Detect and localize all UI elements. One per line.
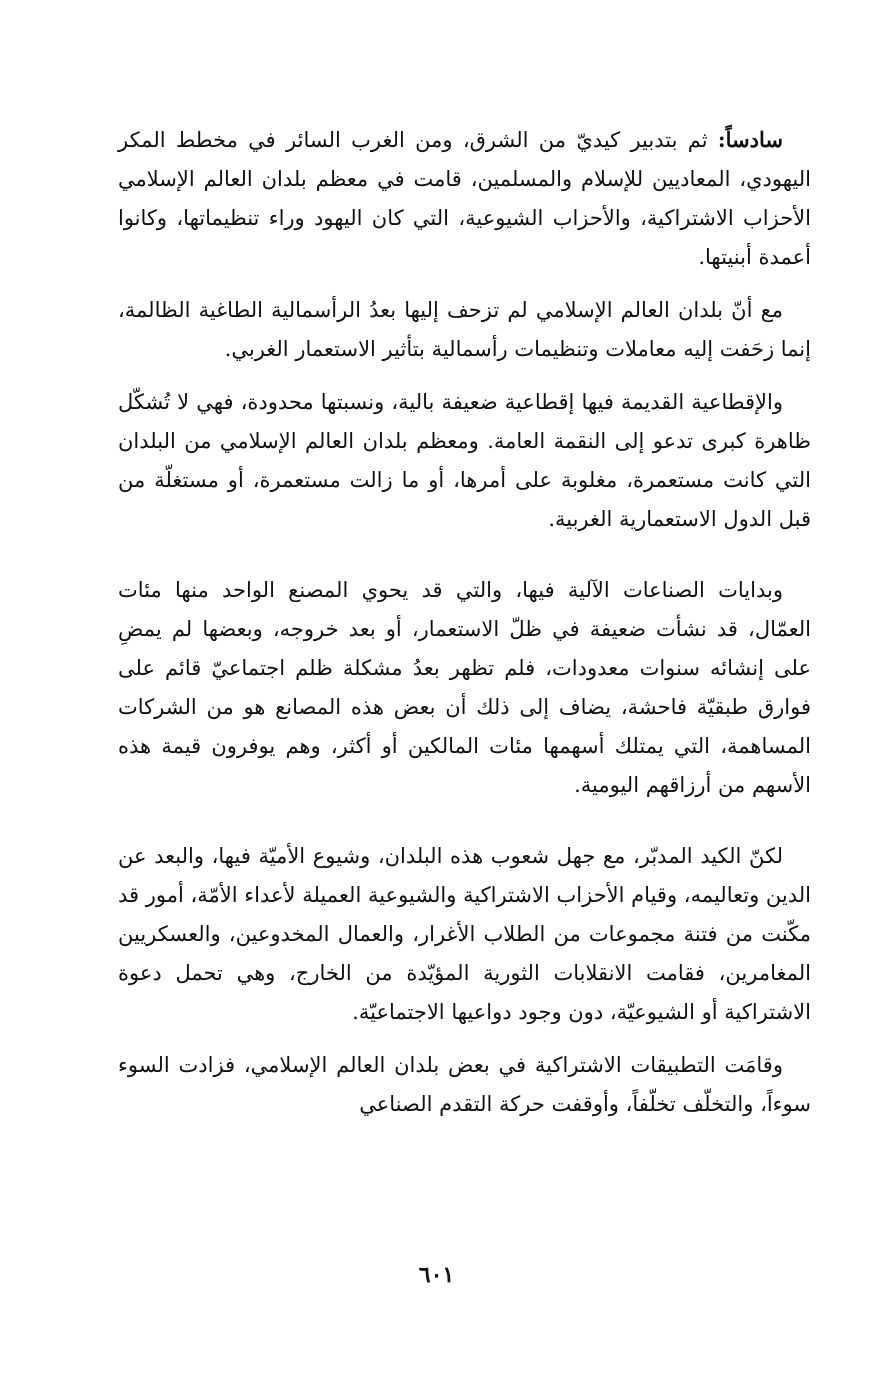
paragraph-1	[118, 120, 811, 277]
paragraph-4: وبدايات الصناعات الآلية فيها، والتي قد يحوي المصنع الواحد منها مئات العمّال، قد نشأت ضعيفة في ظلّ الاستعمار، أو بعد خروجه، وبعضها لم يمضِ على إنشائه سنوات معدودات، فلم تظهر بعدُ مشكلة ظلم اجتماعيّ قائم على فوارق طبقيّة فاحشة، يضاف إلى ذلك أن بعض هذه المصانع هو من الشركات المساهمة، التي يمتلك أسهمها مئات المالكين أو أكثر، وهم يوفرون قيمة هذه الأسهم من أرزاقهم اليومية.	[118, 578, 811, 797]
paragraph-1-text: ثم بتدبير كيديّ من الشرق، ومن الغرب السائر في مخطط المكر اليهودي، المعاديين للإسلام والمسلمين، قامت في معظم بلدان العالم الإسلامي الأحزاب الاشتراكية، والأحزاب الشيوعية، التي كان اليهود وراء تنظيماتها، وكانوا أعمدة أبنيتها.	[118, 128, 811, 269]
page-number: ٦٠١	[418, 1262, 455, 1288]
paragraph-2: مع أنّ بلدان العالم الإسلامي لم تزحف إليها بعدُ الرأسمالية الطاغية الظالمة، إنما زحَفت إليه معاملات وتنظيمات رأسمالية بتأثير الاستعمار الغربي.	[118, 298, 811, 361]
paragraph-6: وقامَت التطبيقات الاشتراكية في بعض بلدان العالم الإسلامي، فزادت السوء سوءاً، والتخلّف تخلّفاً، وأوقفت حركة التقدم الصناعي	[118, 1053, 811, 1116]
section-heading: سادساً:	[717, 127, 783, 152]
paragraph-3: والإقطاعية القديمة فيها إقطاعية ضعيفة بالية، ونسبتها محدودة، فهي لا تُشكّل ظاهرة كبرى تدعو إلى النقمة العامة. ومعظم بلدان العالم الإسلامي من البلدان التي كانت مستعمرة، مغلوبة على أمرها، أو ما زالت مستعمرة، أو مستغلّة من قبل الدول الاستعمارية الغربية.	[118, 390, 811, 531]
paragraph-5: لكنّ الكيد المدبّر، مع جهل شعوب هذه البلدان، وشيوع الأميّة فيها، والبعد عن الدين وتعاليمه، وقيام الأحزاب الاشتراكية والشيوعية العميلة لأعداء الأمّة، أمور قد مكّنت من فتنة مجموعات من الطلاب الأغرار، والعمال المخدوعين، والعسكريين المغامرين، فقامت الانقلابات الثورية المؤيّدة من الخارج، وهي تحمل دعوة الاشتراكية أو الشيوعيّة، دون وجود دواعيها الاجتماعيّة.	[118, 844, 811, 1024]
body-text	[118, 120, 811, 1124]
